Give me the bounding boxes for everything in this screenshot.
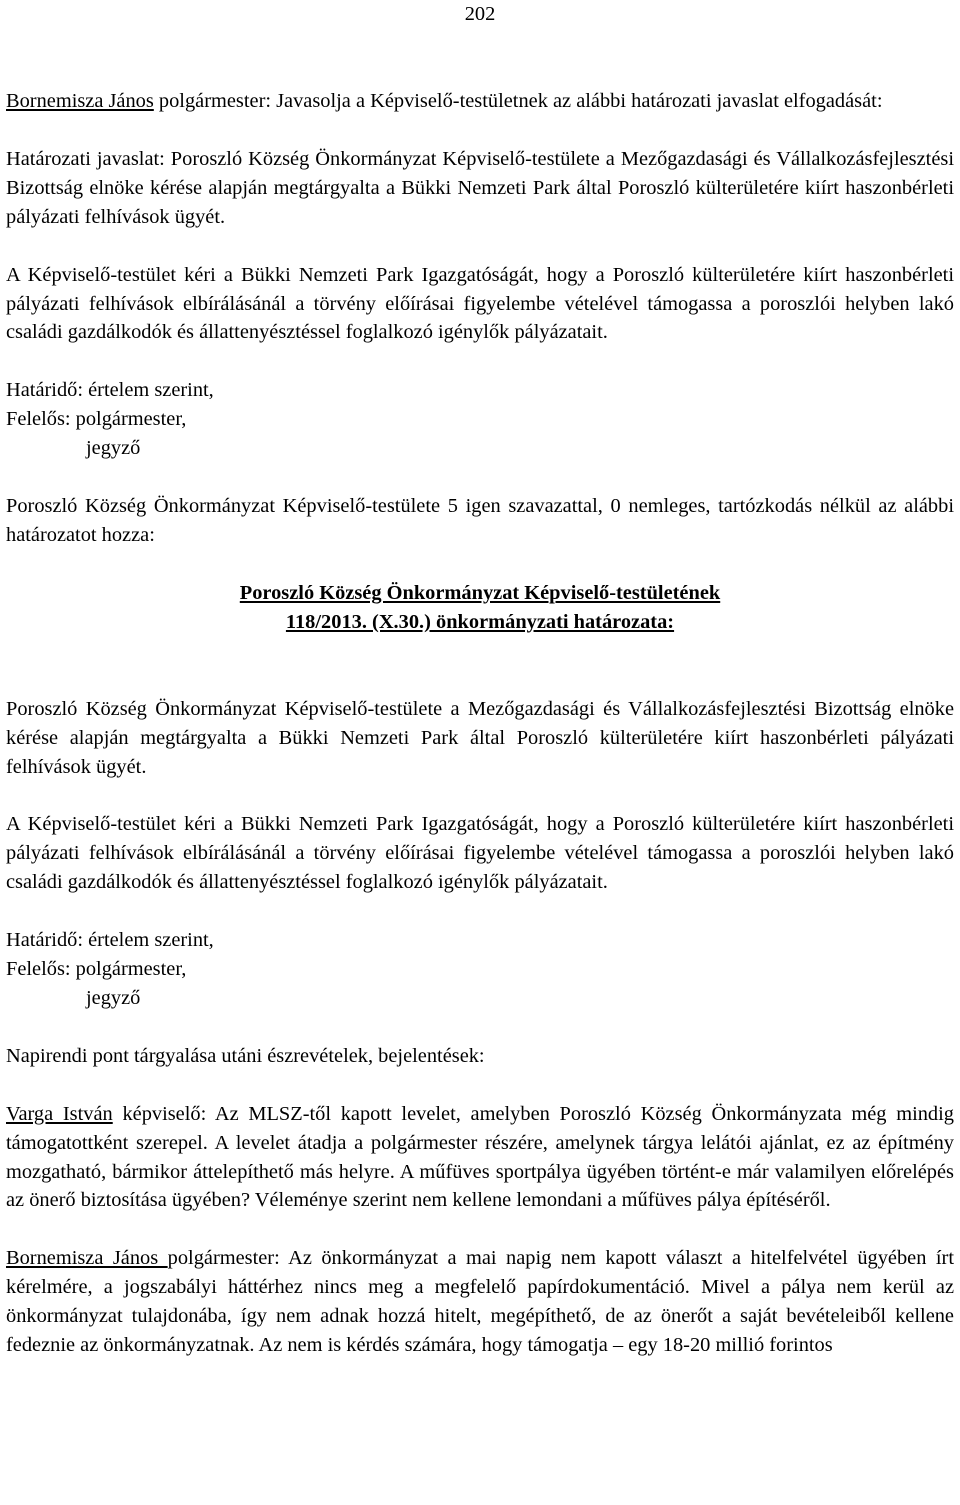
deadline-line: Határidő: értelem szerint,: [6, 379, 214, 402]
mayor-reply-paragraph: [6, 1244, 954, 1360]
resolution-title-line1: Poroszló Község Önkormányzat Képviselő-testületének: [239, 581, 721, 604]
resolution-request-paragraph: A Képviselő-testület kéri a Bükki Nemzeti Park Igazgatóságát, hogy a Poroszló külterületére kiírt haszonbérleti pályázati felhívások elbírálásánál a törvény előírásai figyelembe vételével támogassa a poroszlói helyben lakó családi gazdálkodók és állattenyésztéssel foglalkozó igénylők pályázatait.: [6, 813, 954, 894]
resolution-title: [6, 579, 954, 608]
draft-resolution-paragraph: Határozati javaslat: Poroszló Község Önkormányzat Képviselő-testülete a Mezőgazdasági és Vállalkozásfejlesztési Bizottság elnöke kérése alapján megtárgyalta a Bükki Nemzeti Park által Poroszló külterületére kiírt haszonbérleti pályázati felhívások ügyét.: [6, 147, 954, 228]
clerk-line: jegyző: [86, 437, 141, 460]
paragraph-text: polgármester: Javasolja a Képviselő-testületnek az alábbi határozati javaslat elfogadását:: [153, 90, 883, 112]
paragraph-text: polgármester: Az önkormányzat a mai napig nem kapott választ a hitelfelvétel ügyében írt kérelmére, a jogszabályi háttérhez nincs meg a megfelelő papírdokumentáció. Mivel a pálya nem kerül az önkormányzat tulajdonába, így nem adnak hozzá hitelt, megépíthető, de az önerőt a saját bevételeiből kellene fedeznie az önkormányzatnak. Az nem is kérdés számára, hogy támogatja – egy 18-20 millió forintos: [6, 1247, 954, 1357]
deadline-line: Határidő: értelem szerint,: [6, 929, 214, 952]
agenda-comments-heading: Napirendi pont tárgyalása utáni észrevételek, bejelentések:: [6, 1044, 485, 1067]
clerk-line: jegyző: [86, 986, 141, 1009]
resolution-title-line2: 118/2013. (X.30.) önkormányzati határozata:: [285, 610, 675, 633]
resolution-paragraph: Poroszló Község Önkormányzat Képviselő-testülete a Mezőgazdasági és Vállalkozásfejlesztési Bizottság elnöke kérése alapján megtárgyalta a Bükki Nemzeti Park által Poroszló külterületére kiírt haszonbérleti pályázati felhívások ügyét.: [6, 697, 954, 778]
paragraph-text: képviselő: Az MLSZ-től kapott levelet, amelyben Poroszló Község Önkormányzata még mindig támogatottként szerepel. A levelet átadja a polgármester részére, amelynek tárgya lelátói ajánlat, ez az építmény mozgatható, bármikor áttelepíthető más helyre. A műfüves sportpálya ügyében történt-e már valamilyen előrelépés az önerő biztosítása ügyében? Véleménye szerint nem kellene lemondani a műfüves pálya építéséről.: [6, 1102, 954, 1212]
responsible-line: Felelős: polgármester,: [6, 958, 187, 981]
councillor-comment-paragraph: [6, 1100, 954, 1216]
document-page: [6, 0, 954, 1360]
resolution-title-2: [6, 608, 954, 637]
page-number: 202: [464, 3, 496, 25]
request-paragraph: A Képviselő-testület kéri a Bükki Nemzeti Park Igazgatóságát, hogy a Poroszló külterületére kiírt haszonbérleti pályázati felhívások elbírálásánál a törvény előírásai figyelembe vételével támogassa a poroszlói helyben lakó családi gazdálkodók és állattenyésztéssel foglalkozó igénylők pályázatait.: [6, 263, 954, 344]
speaker-name: Bornemisza János: [6, 1247, 168, 1270]
speaker-name: Bornemisza János: [6, 90, 154, 112]
mayor-proposal-paragraph: [6, 87, 954, 116]
vote-paragraph: Poroszló Község Önkormányzat Képviselő-testülete 5 igen szavazattal, 0 nemleges, tartózkodás nélkül az alábbi határozatot hozza:: [6, 495, 954, 546]
responsible-line: Felelős: polgármester,: [6, 408, 187, 431]
speaker-name: Varga István: [6, 1102, 113, 1125]
